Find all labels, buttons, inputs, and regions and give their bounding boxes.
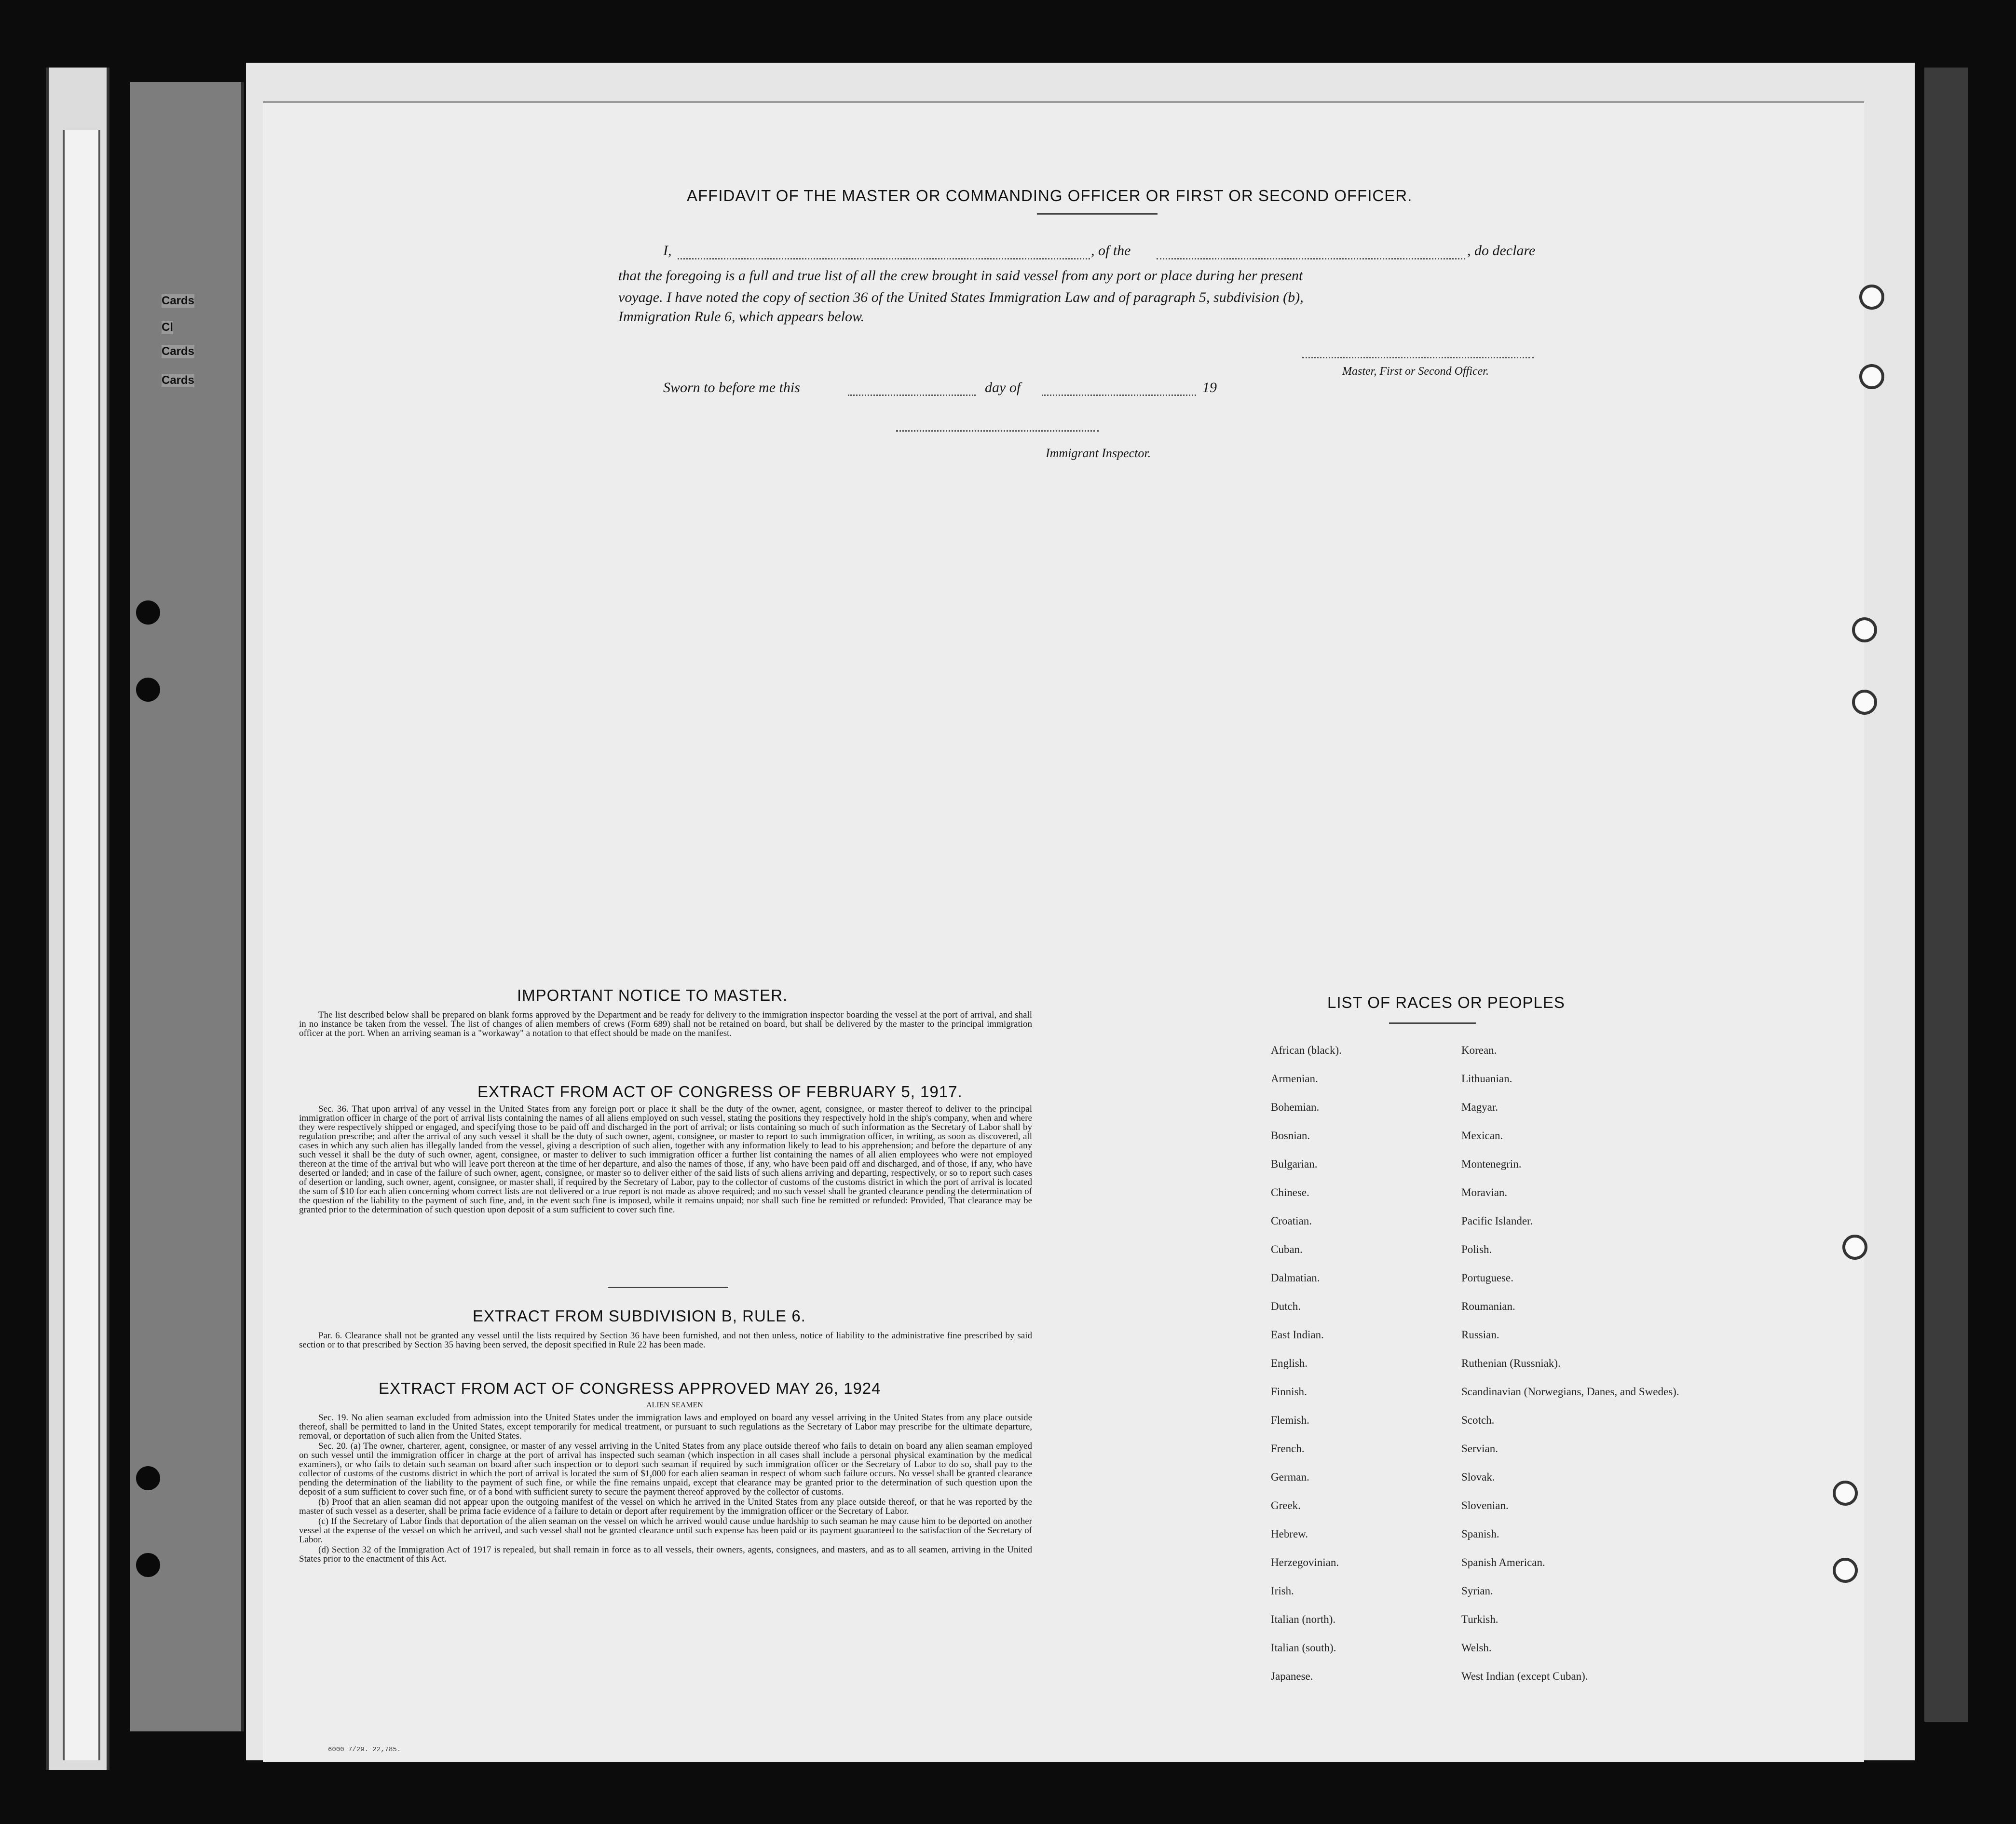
race-item: Magyar. [1461, 1101, 1498, 1113]
race-item: Finnish. [1271, 1386, 1307, 1398]
extract-1917-title: EXTRACT FROM ACT OF CONGRESS OF FEBRUARY 5, 1917. [477, 1083, 963, 1101]
punch-ring [1833, 1481, 1858, 1506]
race-item: Chinese. [1271, 1186, 1309, 1198]
side-tab-1: Cards [162, 294, 195, 307]
title-rule [1037, 213, 1158, 215]
master-signature-line[interactable] [1302, 357, 1534, 358]
race-item: Montenegrin. [1461, 1158, 1522, 1170]
race-item: African (black). [1271, 1044, 1342, 1056]
race-item: Spanish American. [1461, 1556, 1545, 1568]
races-rule [1389, 1022, 1476, 1024]
day-of-label: day of [985, 380, 1021, 395]
inspector-label: Immigrant Inspector. [1046, 446, 1151, 460]
race-item: Italian (north). [1271, 1613, 1336, 1625]
race-item: Italian (south). [1271, 1642, 1336, 1654]
extract-1924-p5: (d) Section 32 of the Immigration Act of 1917 is repealed, but shall remain in force as to all vessels, their owners, agents, consignees, and masters, and as to all seamen, arriving in the United States prior to the enactment of this Act. [299, 1545, 1032, 1564]
vessel-field-line[interactable] [1157, 258, 1465, 259]
affidavit-declare-label: , do declare [1467, 243, 1536, 259]
race-item: Japanese. [1271, 1670, 1313, 1682]
extract-1924-p3: (b) Proof that an alien seaman did not appear upon the outgoing manifest of the vessel on which he arrived in the United States from any place outside thereof, or that he was reported by the master of such vessel as a deserter, shall be prima facie evidence of a failure to detain or deport after requirement by the immigration officer or the Secretary of Labor. [299, 1497, 1032, 1516]
extract-1917-block [299, 1104, 1032, 1215]
race-item: Portuguese. [1461, 1272, 1513, 1284]
affidavit-line-2: that the foregoing is a full and true list of all the crew brought in said vessel from any port or place during her present [618, 268, 1303, 284]
race-item: Slovak. [1461, 1471, 1495, 1483]
extract-1917-text: Sec. 36. That upon arrival of any vessel in the United States from any foreign port or place it shall be the duty of the owner, agent, consignee, or master thereof to deliver to the principal immigration officer in charge of the port of arrival lists containing the names of all aliens employed on such vessel, stating the positions they respectively hold in the ship's company, when and where they were respectively shipped or engaged, and specifying those to be paid off and discharged in the port of arrival; or lists containing so much of such information as the Secretary of Labor shall by regulation prescribe; and after the arrival of any such vessel it shall be the duty of such owner, agent, consignee, or master to report to such immigration officer, in writing, as soon as discovered, all cases in which any such alien has illegally landed from the vessel, giving a description of such alien, together with any information likely to lead to his apprehension; and before the departure of any such vessel it shall be the duty of such owner, agent, consignee, or master to deliver to such immigration officer a further list containing the names of all alien employees who were not employed thereon at the time of the arrival but who will leave port thereon at the time of her departure, and also the names of those, if any, who have been paid off and discharged, and of those, if any, who have deserted or landed; and in case of the failure of such owner, agent, consignee, or master so to deliver either of the said lists of such aliens arriving and departing, respectively, or so to report such cases of desertion or landing, such owner, agent, consignee, or master shall, if required by the Secretary of Labor, pay to the collector of customs of the customs district in which the port of arrival is located the sum of $10 for each alien concerning whom correct lists are not delivered or a true report is not made as above required; and no such vessel shall be granted clearance pending the determination of the question of the liability to the payment of such fine, and, in the event such fine is imposed, while it remains unpaid; nor shall such fine be remitted or refunded: Provided, That clearance may be granted prior to the determination of such question upon deposit of a sum sufficient to cover such fine. [299, 1104, 1032, 1215]
section-rule [608, 1287, 728, 1288]
extract-1924-p2: Sec. 20. (a) The owner, charterer, agent, consignee, or master of any vessel arriving in the United States from any place outside thereof who fails to detain on board any alien seaman employed on such vessel until the immigration officer in charge at the port of arrival has inspected such seaman (which inspection in all cases shall include a personal physical examination by the medical examiners), or who fails to detain such seaman on board after such inspection or to deport such seaman if required by such immigration officer or the Secretary of Labor to do so, shall pay to the collector of customs of the customs district in which the port of arrival is located the sum of $1,000 for each alien seaman in respect of whom such failure occurs. No vessel shall be granted clearance pending the determination of the liability to the payment of such fine, or while the fine remains unpaid, except that clearance may be granted prior to the determination of such question upon the deposit of a sum sufficient to cover such fine, or of a bond with sufficient surety to secure the payment thereof approved by the collector of customs. [299, 1441, 1032, 1497]
side-tab-4: Cards [162, 374, 195, 387]
race-item: Korean. [1461, 1044, 1497, 1056]
year-label: 19 [1202, 380, 1217, 395]
extract-1924-block [299, 1413, 1032, 1565]
race-item: Turkish. [1461, 1613, 1498, 1625]
punch-ring [1852, 617, 1877, 642]
notice-text: The list described below shall be prepared on blank forms approved by the Department and be ready for delivery to the immigration inspector boarding the vessel at the port of arrival, and shall in no instance be taken from the vessel. The list of changes of alien members of crews (Form 689) shall not be retained on board, but shall be delivered by the master to the principal immigration officer at the port. When an arriving seaman is a "workaway" a notation to that effect should be made on the manifest. [299, 1010, 1032, 1038]
race-item: Bosnian. [1271, 1130, 1310, 1142]
binder-hole [136, 678, 160, 702]
race-item: Welsh. [1461, 1642, 1492, 1654]
race-item: Moravian. [1461, 1186, 1508, 1198]
race-item: Pacific Islander. [1461, 1215, 1533, 1227]
extract-1924-p4: (c) If the Secretary of Labor finds that deportation of the alien seaman on the vessel on which he arrived would cause undue hardship to such seaman he may cause him to be deported on another vessel at the expense of the vessel on which he arrived, and such vessel shall not be granted clearance until such expense has been paid or its payment guaranteed to the satisfaction of the Secretary of Labor. [299, 1516, 1032, 1545]
affidavit-title: AFFIDAVIT OF THE MASTER OR COMMANDING OFFICER OR FIRST OR SECOND OFFICER. [687, 187, 1413, 204]
race-item: German. [1271, 1471, 1309, 1483]
race-item: Roumanian. [1461, 1300, 1515, 1312]
punch-ring [1852, 690, 1877, 715]
punch-ring [1859, 364, 1884, 389]
extract-rule6-text: Par. 6. Clearance shall not be granted any vessel until the lists required by Section 36 have been furnished, and not then unless, notice of liability to the administrative fine prescribed by said section or to that prescribed by Section 35 having been served, the deposit specified in Rule 22 has been made. [299, 1331, 1032, 1350]
race-item: Polish. [1461, 1243, 1492, 1255]
notice-text-block [299, 1010, 1032, 1039]
race-item: French. [1271, 1443, 1305, 1455]
extract-1924-subtitle: ALIEN SEAMEN [646, 1401, 703, 1409]
affidavit-of-the-label: , of the [1091, 243, 1131, 259]
sworn-label: Sworn to before me this [663, 380, 800, 395]
inspector-signature-line[interactable] [896, 430, 1099, 432]
punch-ring [1833, 1558, 1858, 1583]
race-item: Spanish. [1461, 1528, 1499, 1540]
extract-1924-p1: Sec. 19. No alien seaman excluded from admission into the United States under the immigration laws and employed on board any vessel arriving in the United States from any place outside thereof, shall be permitted to land in the United States, except temporarily for medical treatment, or pursuant to such regulations as the Secretary of Labor may prescribe for the ultimate departure, removal, or deportation of such alien from the United States. [299, 1413, 1032, 1441]
extract-rule6-block [299, 1331, 1032, 1350]
race-item: Russian. [1461, 1329, 1499, 1341]
race-item: Scotch. [1461, 1414, 1495, 1426]
race-item: Hebrew. [1271, 1528, 1308, 1540]
affidavit-i-label: I, [663, 243, 672, 259]
race-item: Servian. [1461, 1443, 1498, 1455]
scan-right-edge [1924, 68, 1968, 1722]
side-tab-3: Cards [162, 345, 195, 358]
race-item: English. [1271, 1357, 1308, 1369]
races-column-2 [1461, 1036, 1679, 1690]
affidavit-line-3: voyage. I have noted the copy of section 36 of the United States Immigration Law and of paragraph 5, subdivision (b), [618, 289, 1304, 305]
extract-rule6-title: EXTRACT FROM SUBDIVISION B, RULE 6. [473, 1307, 806, 1325]
race-item: Dutch. [1271, 1300, 1301, 1312]
races-title: LIST OF RACES OR PEOPLES [1327, 994, 1565, 1011]
scan-edge-stripe-inner [63, 130, 100, 1760]
race-item: Croatian. [1271, 1215, 1312, 1227]
name-field-line[interactable] [678, 258, 1090, 259]
race-item: Dalmatian. [1271, 1272, 1320, 1284]
master-signature-label: Master, First or Second Officer. [1342, 365, 1489, 378]
race-item: Bulgarian. [1271, 1158, 1318, 1170]
race-item: West Indian (except Cuban). [1461, 1670, 1588, 1682]
race-item: Scandinavian (Norwegians, Danes, and Swedes). [1461, 1386, 1679, 1398]
race-item: Syrian. [1461, 1585, 1493, 1597]
race-item: Herzegovinian. [1271, 1556, 1339, 1568]
race-item: Lithuanian. [1461, 1073, 1512, 1085]
punch-ring [1842, 1235, 1867, 1260]
race-item: Ruthenian (Russniak). [1461, 1357, 1561, 1369]
sworn-day-line[interactable] [848, 395, 976, 396]
binder-hole [136, 1466, 160, 1490]
race-item: Bohemian. [1271, 1101, 1320, 1113]
race-item: Cuban. [1271, 1243, 1303, 1255]
race-item: Irish. [1271, 1585, 1294, 1597]
races-column-1 [1271, 1036, 1342, 1690]
punch-ring [1859, 285, 1884, 310]
notice-title: IMPORTANT NOTICE TO MASTER. [517, 986, 788, 1004]
binder-hole [136, 600, 160, 625]
race-item: Greek. [1271, 1499, 1301, 1511]
side-tab-2: Cl [162, 321, 173, 334]
race-item: Flemish. [1271, 1414, 1309, 1426]
sworn-month-line[interactable] [1042, 395, 1196, 396]
affidavit-line-4: Immigration Rule 6, which appears below. [618, 309, 865, 325]
extract-1924-title: EXTRACT FROM ACT OF CONGRESS APPROVED MAY 26, 1924 [379, 1379, 881, 1397]
race-item: Armenian. [1271, 1073, 1318, 1085]
race-item: Slovenian. [1461, 1499, 1509, 1511]
form-number: 6000 7/29. 22,785. [328, 1746, 401, 1754]
binder-hole [136, 1553, 160, 1577]
race-item: Mexican. [1461, 1130, 1503, 1142]
race-item: East Indian. [1271, 1329, 1324, 1341]
